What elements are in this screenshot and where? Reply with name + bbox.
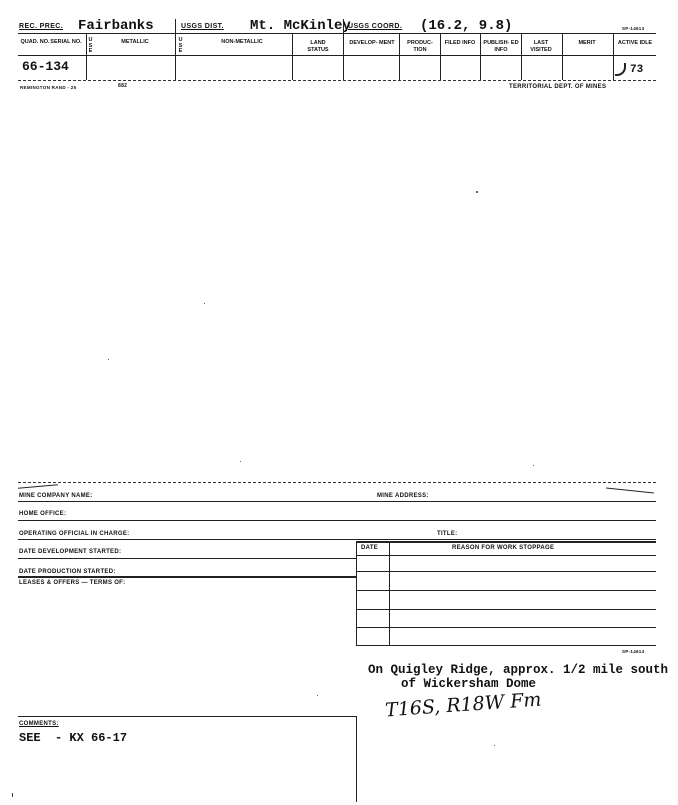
rule-stoppage-header [356,555,656,556]
home-office-label: HOME OFFICE: [19,511,67,517]
col-merit: MERIT [578,40,596,46]
rule-company [18,501,656,502]
active-idle-value: 73 [630,64,644,76]
stoppage-row-1 [356,571,656,572]
date-col-header: DATE [361,545,379,551]
col-serial-no: SERIAL NO. [50,39,82,45]
header-divider-2 [343,19,344,80]
col-land-status: LAND STATUS [307,40,329,53]
rule-comments [18,716,356,717]
scan-speck [476,191,478,193]
mine-address-label: MINE ADDRESS: [377,493,429,499]
upper-card-dashed-edge [18,80,656,81]
rec-prec-value: Fairbanks [78,18,154,34]
rule-development [18,558,356,559]
comments-label: COMMENTS: [19,721,59,727]
lower-card-dashed-edge [18,482,656,483]
lower-form-number: SP-14614 [622,649,645,654]
stoppage-row-3 [356,609,656,610]
stoppage-row-2 [356,590,656,591]
col-last-visited: LAST VISITED [530,40,552,53]
comments-right-border [356,716,357,802]
operating-official-label: OPERATING OFFICIAL IN CHARGE: [19,531,130,537]
location-line-1: On Quigley Ridge, approx. 1/2 mile south [368,663,669,677]
header-divider-1 [175,19,176,80]
scan-speck [533,465,534,466]
tear-mark-left [18,484,58,488]
col-use-nonmetallic: U S E [178,37,183,54]
stoppage-left-border [356,541,357,645]
scan-speck [204,303,205,304]
printer-code: 882 [118,83,128,89]
stoppage-date-divider [389,541,390,645]
location-line-2: of Wickersham Dome [401,677,537,691]
col-divider-use1 [86,34,87,80]
col-divider-merit [562,34,563,80]
scan-speck [317,695,318,696]
header-form-number: SP-14613 [622,26,645,31]
date-production-label: DATE PRODUCTION STARTED: [19,569,116,575]
usgs-coord-label: USGS COORD. [348,23,403,30]
title-label: TITLE: [437,531,458,537]
col-active-idle: ACTIVE IDLE [617,40,653,46]
scan-speck [108,359,109,360]
rule-official [18,539,656,540]
col-non-metallic: NON-METALLIC [221,39,263,45]
rule-production [18,576,356,578]
rule-stoppage-top [356,541,656,543]
col-divider-land [292,34,293,80]
col-divider-prod [399,34,400,80]
reason-col-header: REASON FOR WORK STOPPAGE [452,545,555,551]
col-metallic: METALLIC [121,39,149,45]
rule-home-office [18,520,656,521]
tear-mark-right [606,487,654,493]
col-divider-pub [480,34,481,80]
col-divider-active [613,34,614,80]
col-quad-no: QUAD. NO. [20,39,50,45]
date-development-label: DATE DEVELOPMENT STARTED: [19,549,122,555]
stoppage-row-5 [356,645,656,646]
col-divider-last [521,34,522,80]
col-use-metallic: U S E [88,37,93,54]
scan-speck [12,793,13,797]
territorial-dept: TERRITORIAL DEPT. OF MINES [509,84,607,90]
rec-prec-label: REC. PREC. [19,23,64,30]
comments-value: SEE - KX 66-17 [19,731,128,745]
col-production: PRODUC- TION [407,40,433,53]
idle-check-mark [615,63,626,76]
handwritten-township-range: T16S, R18W Fm [384,688,543,722]
leases-label: LEASES & OFFERS — TERMS OF: [19,580,126,586]
usgs-dist-label: USGS DIST. [181,23,224,30]
stoppage-row-4 [356,627,656,628]
col-divider-filed [440,34,441,80]
usgs-coord-value: (16.2, 9.8) [420,18,513,34]
quad-serial-value: 66-134 [22,59,69,74]
col-published-info: PUBLISH- ED INFO [483,40,519,53]
scan-speck [240,461,241,462]
printer-label: REMINGTON RAND - 25 [20,85,77,90]
scan-speck [494,745,495,746]
column-header-rule [18,55,656,56]
mine-company-name-label: MINE COMPANY NAME: [19,493,93,499]
col-development: DEVELOP- MENT [349,40,395,46]
col-filed-info: FILED INFO [444,40,476,46]
usgs-dist-value: Mt. McKinley [250,18,351,34]
